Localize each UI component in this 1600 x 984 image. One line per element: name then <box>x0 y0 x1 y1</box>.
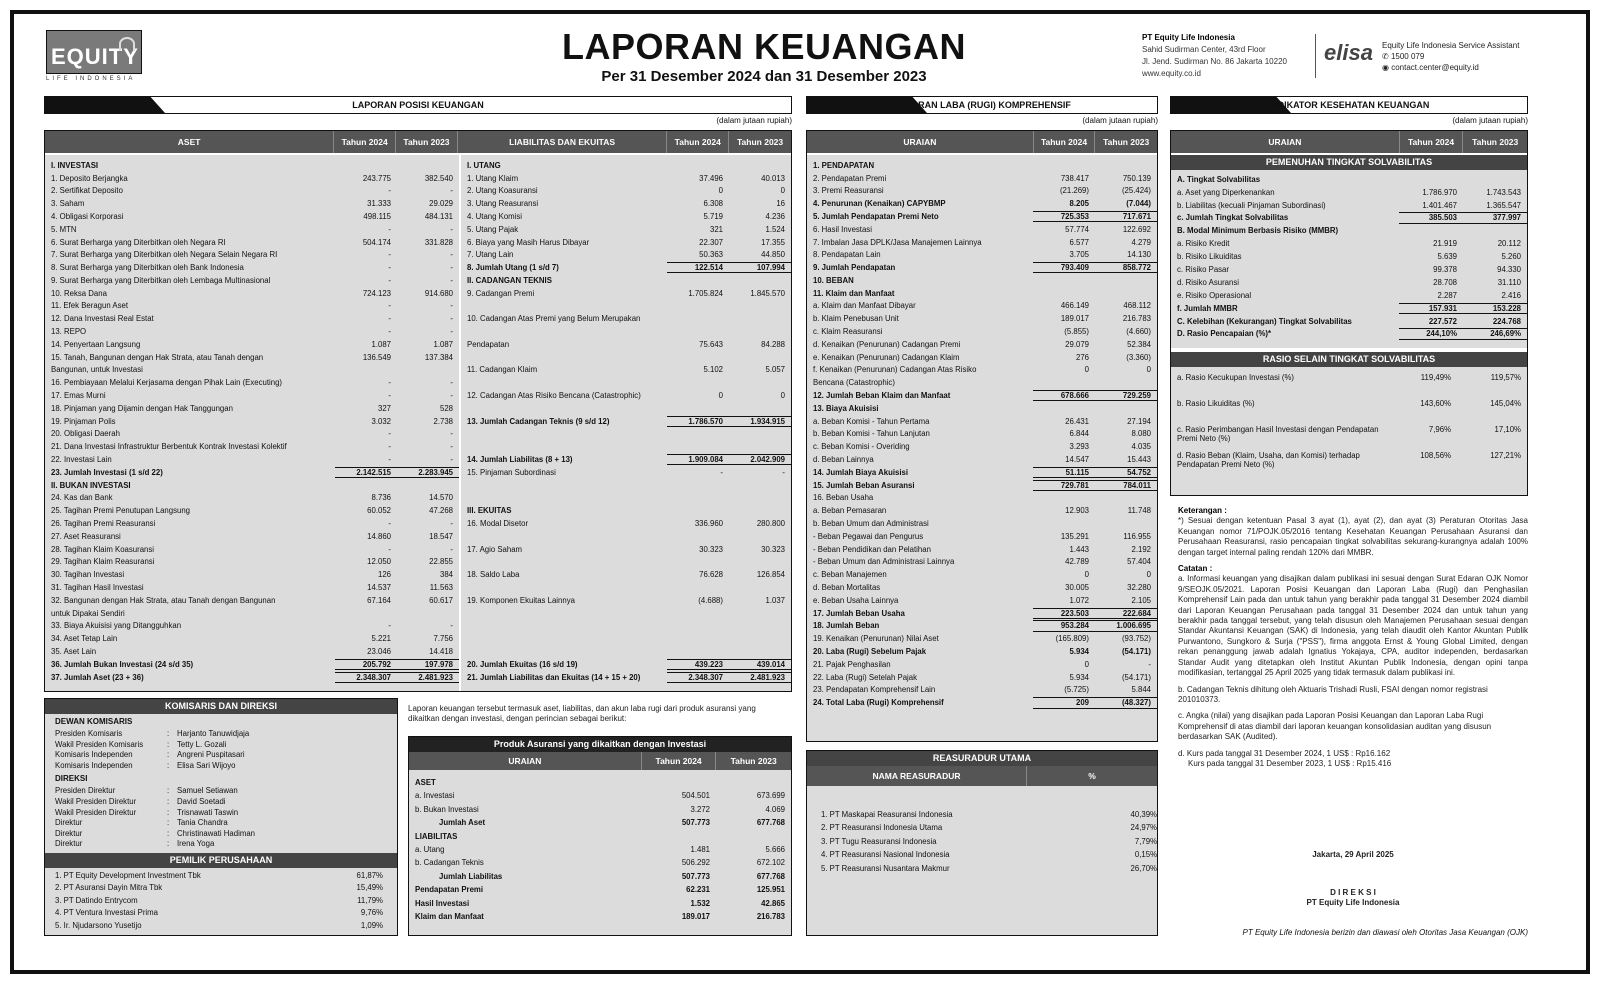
table-row: 31. Tagihan Hasil Investasi 14.537 11.563 <box>51 583 453 593</box>
person-row: Presiden Komisaris : Harjanto Tanuwidjaja <box>55 729 250 738</box>
table-row <box>461 581 791 594</box>
commissioners-heading: DEWAN KOMISARIS <box>55 717 133 726</box>
table-row: 13. REPO - - <box>51 327 453 337</box>
table-row: 10. Reksa Dana 724.123 914.680 <box>51 288 453 298</box>
table-row: b. Bukan Investasi 3.272 4.069 <box>415 804 785 814</box>
table-row: c. Beban Manajemen 0 0 <box>813 570 1151 580</box>
table-row: 33. Biaya Akuisisi yang Ditangguhkan - - <box>51 621 453 631</box>
table-row: II. CADANGAN TEKNIS <box>467 275 552 285</box>
table-row: 25. Tagihan Premi Penutupan Langsung 60.052 47.268 <box>51 506 453 516</box>
reinsurer-row: 1. PT Maskapai Reasuransi Indonesia 40,39% <box>821 810 1157 819</box>
table-row <box>461 645 791 658</box>
phone-icon: ✆ <box>1382 52 1389 61</box>
table-row: 15. Jumlah Beban Asuransi 729.781 784.011 <box>807 479 1157 492</box>
table-row: 19. Komponen Ekuitas Lainnya (4.688) 1.037 <box>467 595 785 605</box>
owner-row: 3. PT Datindo Entrycom 11,79% <box>55 895 383 905</box>
table-row: 1. PENDAPATAN <box>813 160 875 170</box>
table-row: untuk Dipakai Sendiri <box>51 608 125 618</box>
footer-note: PT Equity Life Indonesia berizin dan diawasi oleh Otoritas Jasa Keuangan (OJK) <box>1242 928 1528 937</box>
owner-row: 1. PT Equity Development Investment Tbk 61,87% <box>55 870 383 880</box>
income-statement-table: URAIAN Tahun 2024 Tahun 2023 1. PENDAPATAN 2. Pendapatan Premi 738.417 750.139 3. Premi Reasuransi (21.269) (25.424) 4. Penurunan (Kenaikan) CAPYBMP 8.205 (7.044) 5. Jumlah Pendapatan Premi Neto 725.353 717.671 6. Hasil Investasi 57.774 122.692 7. Imbalan Jasa DPLK/Jasa Manajemen Lainnya 6.577 4.279 8. Pendapatan Lain 3.705 14.130 9. Jumlah Pendapatan 793.409 858.772 10. BEBAN 11. Klaim dan Manfaat a. Klaim dan Manfaat Dibayar 466.149 468.112 b. Klaim Penebusan Unit 189.017 216.783 c. Klaim Reasuransi (5.855) (4.660) d. Kenaikan (Penurunan) Cadangan Premi 29.079 52.384 e. Kenaikan (Penurunan) Cadangan Klaim 276 (3.360) f. Kenaikan (Penurunan) Cadangan Atas Risiko 0 0 Bencana (Catastrophic) 12. Jumlah Beban Klaim dan Manfaat 678.666 729.259 13. Biaya Akuisisi a. Beban Komisi - Tahun Pertama 26.431 27.194 b. Beban Komisi - Tahun Lanjutan 6.844 8.080 c. Beban Komisi - Overiding 3.293 4.035 d. Beban Lainnya 14.547 15.443 14. Jumlah Biaya Akuisisi 51.115 54.752 15. Jumlah Beban Asuransi 729.781 784.011 16. Beban Usaha a. Beban Pemasaran 12.903 11.748 b. Beban Umum dan Administrasi - Beban Pegawai dan Pengurus 135.291 116.955 - Beban Pendidikan dan Pelatihan 1.443 2.192 - Beban Umum dan Administrasi Lainnya 42.789 57.404 c. Beban Manajemen 0 0 d. Beban Mortalitas 30.005 32.280 e. Beban Usaha Lainnya 1.072 2.105 17. Jumlah Beban Usaha 223.503 222.684 18. Jumlah Beban 953.284 1.006.695 19. Kenaikan (Penurunan) Nilai Aset (165.809) (93.752) 20. Laba (Rugi) Sebelum Pajak 5.934 (54.171) 21. Pajak Penghasilan 0 - 22. Laba (Rugi) Setelah Pajak 5.934 (54.171) 23. Pendapatan Komprehensif Lain (5.725) 5.844 24. Total Laba (Rugi) Komprehensif 209 (48.327) <box>806 130 1158 742</box>
reinsurer-row: 2. PT Reasuransi Indonesia Utama 24,97% <box>821 823 1157 833</box>
section-indikator: INDIKATOR KESEHATAN KEUANGAN <box>1170 96 1528 114</box>
table-row: e. Risiko Operasional 2.287 2.416 <box>1177 290 1521 300</box>
table-row: 1. Utang Klaim 37.496 40.013 <box>467 173 785 183</box>
table-row: 3. Utang Reasuransi 6.308 16 <box>467 199 785 209</box>
table-row: 14. Jumlah Liabilitas (8 + 13) 1.909.084 2.042.909 <box>461 453 791 466</box>
person-row: Komisaris Independen : Elisa Sari Wijoyo <box>55 760 236 770</box>
table-row: 13. Biaya Akuisisi <box>813 403 879 413</box>
table-row: 8. Pendapatan Lain 3.705 14.130 <box>813 250 1151 260</box>
table-row: 24. Kas dan Bank 8.736 14.570 <box>51 493 453 503</box>
health-indicator-table: URAIAN Tahun 2024 Tahun 2023 PEMENUHAN TINGKAT SOLVABILITAS A. Tingkat Solvabilitas a. Aset yang Diperkenankan 1.786.970 1.743.543 b. Liabilitas (kecuali Pinjaman Subordinasi) 1.401.467 1.365.547 c. Jumlah Tingkat Solvabilitas 385.503 377.997 B. Modal Minimum Berbasis Risiko (MMBR) a. Risiko Kredit 21.919 20.112 b. Risiko Likuiditas 5.639 5.260 c. Risiko Pasar 99.378 94.330 d. Risiko Asuransi 28.708 31.110 e. Risiko Operasional 2.287 2.416 f. Jumlah MMBR 157.931 153.228 C. Kelebihan (Kekurangan) Tingkat Solvabilitas 227.572 224.768 D. Rasio Pencapaian (%)* 244,10% 246,69% RASIO SELAIN TINGKAT SOLVABILITAS a. Rasio Kecukupan Investasi (%) 119,49% 119,57% b. Rasio Likuiditas (%) 143,60% 145,04% c. Rasio Perimbangan Hasil Investasi dengan Pendapatan Premi Neto (%) 7,96% 17,10% d. Rasio Beban (Klaim, Usaha, dan Komisi) terhadap Pendapatan Premi Neto (%) 108,56% 127,21% <box>1170 130 1528 496</box>
table-row: 12. Cadangan Atas Risiko Bencana (Catastrophic) 0 0 <box>467 391 785 401</box>
ratio-bar: RASIO SELAIN TINGKAT SOLVABILITAS <box>1171 352 1527 367</box>
table-row <box>461 607 791 620</box>
table-row: 9. Cadangan Premi 1.705.824 1.845.570 <box>467 288 785 298</box>
table-row: d. Beban Lainnya 14.547 15.443 <box>813 455 1151 465</box>
table-row: 2. Sertifikat Deposito - - <box>51 186 453 196</box>
table-row: Jumlah Aset 507.773 677.768 <box>439 818 785 828</box>
table-row: 21. Jumlah Liabilitas dan Ekuitas (14 + 15 + 20) 2.348.307 2.481.923 <box>461 671 791 684</box>
liability-column <box>461 155 791 691</box>
table-row: c. Klaim Reasuransi (5.855) (4.660) <box>813 327 1151 337</box>
table-row <box>461 428 791 441</box>
reinsurer-title: REASURADUR UTAMA <box>807 751 1157 766</box>
table-row: 4. Obligasi Korporasi 498.115 484.131 <box>51 211 453 221</box>
income-column <box>807 155 1157 741</box>
table-row: C. Kelebihan (Kekurangan) Tingkat Solvabilitas 227.572 224.768 <box>1177 316 1521 326</box>
table-row: Klaim dan Manfaat 189.017 216.783 <box>415 911 785 921</box>
table-row <box>461 556 791 569</box>
person-row: Direktur : Tania Chandra <box>55 818 228 828</box>
table-row: 32. Bangunan dengan Hak Strata, atau Tanah dengan Bangunan 67.164 60.617 <box>51 595 453 605</box>
board-box <box>44 698 398 936</box>
table-row: 26. Tagihan Premi Reasuransi - - <box>51 519 453 529</box>
table-row: 16. Beban Usaha <box>813 493 874 503</box>
ratio-rows <box>1171 367 1527 496</box>
table-row: Hasil Investasi 1.532 42.865 <box>415 898 785 908</box>
table-row: 12. Jumlah Beban Klaim dan Manfaat 678.666 729.259 <box>807 389 1157 402</box>
owners-title: PEMILIK PERUSAHAAN <box>45 853 397 868</box>
board-title: KOMISARIS DAN DIREKSI <box>45 699 397 714</box>
table-row: 17. Emas Murni - - <box>51 391 453 401</box>
table-row: 16. Pembiayaan Melalui Kerjasama dengan Pihak Lain (Executing) - - <box>51 378 453 388</box>
unit-note: (dalam jutaan rupiah) <box>716 116 792 125</box>
table-row: - Beban Pegawai dan Pengurus 135.291 116.955 <box>813 531 1151 541</box>
reinsurer-table: REASURADUR UTAMA NAMA REASURADUR % 1. PT Maskapai Reasuransi Indonesia 40,39% 2. PT Reasuransi Indonesia Utama 24,97% 3. PT Tugu Reasuransi Indonesia 7,79% 4. PT Reasuransi Nasional Indonesia 0,15% 5. PT Reasuransi Nusantara Makmur 26,70% <box>806 750 1158 936</box>
owner-row: 4. PT Ventura Investasi Prima 9,76% <box>55 908 383 918</box>
table-row: 35. Aset Lain 23.046 14.418 <box>51 647 453 656</box>
reinsurer-row: 4. PT Reasuransi Nasional Indonesia 0,15% <box>821 850 1157 860</box>
table-row: 30. Tagihan Investasi 126 384 <box>51 570 453 580</box>
table-row: a. Beban Pemasaran 12.903 11.748 <box>813 506 1151 516</box>
table-row: - Beban Pendidikan dan Pelatihan 1.443 2.192 <box>813 544 1151 554</box>
table-row: 4. Penurunan (Kenaikan) CAPYBMP 8.205 (7.044) <box>813 199 1151 209</box>
table-row <box>461 479 791 492</box>
table-row: 3. Saham 31.333 29.029 <box>51 199 453 209</box>
table-row: 28. Tagihan Klaim Koasuransi - - <box>51 544 453 554</box>
table-row: a. Aset yang Diperkenankan 1.786.970 1.743.543 <box>1177 187 1521 197</box>
table-row: 5. Jumlah Pendapatan Premi Neto 725.353 717.671 <box>807 210 1157 223</box>
table-row: 20. Jumlah Ekuitas (16 s/d 19) 439.223 439.014 <box>461 658 791 671</box>
table-row: Bangunan, untuk Investasi <box>51 365 143 375</box>
table-row: 2. Pendapatan Premi 738.417 750.139 <box>813 173 1151 183</box>
table-row: 1. Deposito Berjangka 243.775 382.540 <box>51 173 453 183</box>
table-row <box>461 632 791 645</box>
table-row: D. Rasio Pencapaian (%)* 244,10% 246,69% <box>1171 328 1527 341</box>
signature-title: D I R E K S I PT Equity Life Indonesia <box>1306 888 1400 908</box>
table-row: 17. Agio Saham 30.323 30.323 <box>467 544 785 554</box>
table-row <box>461 530 791 543</box>
table-row: B. Modal Minimum Berbasis Risiko (MMBR) <box>1177 226 1339 236</box>
ratio-row: c. Rasio Perimbangan Hasil Investasi dengan Pendapatan Premi Neto (%) 7,96% 17,10% <box>1177 425 1521 444</box>
flower-icon <box>119 37 135 51</box>
table-row: 6. Biaya yang Masih Harus Dibayar 22.307 17.355 <box>467 237 785 247</box>
elisa-logo: elisa <box>1324 40 1373 65</box>
table-row <box>461 325 791 338</box>
report-title <box>474 28 1054 86</box>
divider <box>1315 34 1316 78</box>
table-row: 9. Surat Berharga yang Diterbitkan oleh Lembaga Multinasional - - <box>51 275 453 285</box>
table-row: c. Jumlah Tingkat Solvabilitas 385.503 377.997 <box>1171 212 1527 225</box>
table-row: 27. Aset Reasuransi 14.860 18.547 <box>51 531 453 541</box>
person-row: Wakil Presiden Komisaris : Tetty L. Gozali <box>55 739 227 749</box>
table-row: c. Beban Komisi - Overiding 3.293 4.035 <box>813 442 1151 452</box>
table-row: 37. Jumlah Aset (23 + 36) 2.348.307 2.481.923 <box>45 671 459 684</box>
reinsurer-row: 5. PT Reasuransi Nusantara Makmur 26,70% <box>821 863 1157 873</box>
table-row: b. Klaim Penebusan Unit 189.017 216.783 <box>813 314 1151 324</box>
table-row: a. Klaim dan Manfaat Dibayar 466.149 468.112 <box>813 301 1151 311</box>
table-row: 14. Penyertaan Langsung 1.087 1.087 <box>51 339 453 349</box>
table-row: e. Beban Usaha Lainnya 1.072 2.105 <box>813 595 1151 605</box>
table-row: 10. BEBAN <box>813 275 854 285</box>
notes: Keterangan : *) Sesuai dengan ketentuan Pasal 3 ayat (1), ayat (2), dan ayat (3) Peraturan Otoritas Jasa Keuangan nomor 71/POJK.05/2016 tentang Kesehatan Keuangan Perusahaan Asuransi dan Perusahaan Reasuransi, rasio pencapaian tingkat solvabilitas sekurang-kurangnya adalah 100% dengan target internal paling rendah 120% dari MMBR. Catatan : a. Informasi keuangan yang disajikan dalam publikasi ini sesuai dengan Surat Edaran OJK Nomor 9/SEOJK.05/2021. Laporan Posisi Keuangan dan Laporan Laba (Rugi) dan Penghasilan Komprehensif Lain pada dan untuk tahun yang berakhir pada tanggal 31 Desember 2024 diambil dari Laporan Keuangan Perusahaan pada tanggal 31 Desember 2024 dan untuk tahun yang berakhir pada tanggal tersebut, yang telah disusun oleh Manajemen Perusahaan sesuai dengan Standar Akuntansi Keuangan (SAK) di Indonesia, yang telah diaudit oleh Kantor Akuntan Publik Purwantono, Sungkoro & Surja ("PSS"), firma anggota Ernst & Young Global Limited, dengan rekan penanggung jawab adalah Ignatius Yokajaya, CPA, auditor independen, berdasarkan Standar Audit yang ditetapkan oleh Institut Akuntan Publik Indonesia, dengan opini tanpa modifikasian, tertanggal 25 April 2025 yang tidak termasuk dalam publikasi ini. b. Cadangan Teknis dihitung oleh Aktuaris Trishadi Rusli, FSAI dengan nomor registrasi 201010373. c. Angka (nilai) yang disajikan pada Laporan Posisi Keuangan dan Laporan Laba Rugi Komprehensif di atas diambil dari laporan keuangan konsolidasian auditan yang disusun berdasarkan SAK (Audited). d. Kurs pada tanggal 31 Desember 2024, 1 US$ : Rp16.162 Kurs pada tanggal 31 Desember 2023, 1 US$ : Rp15.416 <box>1178 506 1528 768</box>
unit-note: (dalam jutaan rupiah) <box>1452 116 1528 125</box>
table-row: III. EKUITAS <box>467 506 512 516</box>
table-row: a. Utang 1.481 5.666 <box>415 844 785 854</box>
ratio-row: d. Rasio Beban (Klaim, Usaha, dan Komisi) terhadap Pendapatan Premi Neto (%) 108,56% 127,21% <box>1177 451 1521 470</box>
table-row <box>461 492 791 505</box>
table-row: 18. Pinjaman yang Dijamin dengan Hak Tanggungan 327 528 <box>51 403 453 413</box>
table-row: 17. Jumlah Beban Usaha 223.503 222.684 <box>807 607 1157 620</box>
table-row: f. Kenaikan (Penurunan) Cadangan Atas Risiko 0 0 <box>813 365 1151 375</box>
table-row: 8. Jumlah Utang (1 s/d 7) 122.514 107.994 <box>461 261 791 274</box>
table-row: 20. Obligasi Daerah - - <box>51 429 453 439</box>
table-row: 6. Surat Berharga yang Diterbitkan oleh Negara RI 504.174 331.828 <box>51 237 453 247</box>
table-row: 5. Utang Pajak 321 1.524 <box>467 224 785 234</box>
reinsurer-row: 3. PT Tugu Reasuransi Indonesia 7,79% <box>821 836 1157 846</box>
table-row: A. Tingkat Solvabilitas <box>1177 174 1261 184</box>
person-row: Wakil Presiden Direktur : Trisnawati Taswin <box>55 807 239 817</box>
table-row: a. Investasi 504.501 673.699 <box>415 791 785 801</box>
table-row: 7. Surat Berharga yang Diterbitkan oleh Negara Selain Negara RI - - <box>51 250 453 260</box>
table-row: I. INVESTASI <box>51 160 99 170</box>
section-posisi: LAPORAN POSISI KEUANGAN <box>44 96 792 114</box>
table-row: Pendapatan Premi 62.231 125.951 <box>415 885 785 895</box>
owner-row: 2. PT Asuransi Dayin Mitra Tbk 15,49% <box>55 883 383 893</box>
table-row: 21. Dana Investasi Infrastruktur Berbentuk Kontrak Investasi Kolektif - - <box>51 442 453 452</box>
table-row <box>461 300 791 313</box>
table-row: 34. Aset Tetap Lain 5.221 7.756 <box>51 634 453 644</box>
table-row: 6. Hasil Investasi 57.774 122.692 <box>813 224 1151 234</box>
table-row: b. Risiko Likuiditas 5.639 5.260 <box>1177 252 1521 262</box>
page <box>10 10 1590 974</box>
table-row: 7. Imbalan Jasa DPLK/Jasa Manajemen Lainnya 6.577 4.279 <box>813 237 1151 247</box>
balance-sheet-table: ASET Tahun 2024 Tahun 2023 LIABILITAS DAN EKUITAS Tahun 2024 Tahun 2023 I. INVESTASI 1. Deposito Berjangka 243.775 382.540 2. Sertifikat Deposito - - 3. Saham 31.333 29.029 4. Obligasi Korporasi 498.115 484.131 5. MTN - - 6. Surat Berharga yang Diterbitkan oleh Negara RI 504.174 331.828 7. Surat Berharga yang Diterbitkan oleh Negara Selain Negara RI - - 8. Surat Berharga yang Diterbitkan oleh Bank Indonesia - - 9. Surat Berharga yang Diterbitkan oleh Lembaga Multinasional - - 10. Reksa Dana 724.123 914.680 11. Efek Beragun Aset - - 12. Dana Investasi Real Estat - - 13. REPO - - 14. Penyertaan Langsung 1.087 1.087 15. Tanah, Bangunan dengan Hak Strata, atau Tanah dengan 136.549 137.384 Bangunan, untuk Investasi 16. Pembiayaan Melalui Kerjasama dengan Pihak Lain (Executing) - - 17. Emas Murni - - 18. Pinjaman yang Dijamin dengan Hak Tanggungan 327 528 19. Pinjaman Polis 3.032 2.738 20. Obligasi Daerah - - 21. Dana Investasi Infrastruktur Berbentuk Kontrak Investasi Kolektif - - 22. Investasi Lain - - 23. Jumlah Investasi (1 s/d 22) 2.142.515 2.283.945 II. BUKAN INVESTASI 24. Kas dan Bank 8.736 14.570 25. Tagihan Premi Penutupan Langsung 60.052 47.268 26. Tagihan Premi Reasuransi - - 27. Aset Reasuransi 14.860 18.547 28. Tagihan Klaim Koasuransi - - 29. Tagihan Klaim Reasuransi 12.050 22.855 30. Tagihan Investasi 126 384 31. Tagihan Hasil Investasi 14.537 11.563 32. Bangunan dengan Hak Strata, atau Tanah dengan Bangunan 67.164 60.617 untuk Dipakai Sendiri 33. Biaya Akuisisi yang Ditangguhkan - - 34. Aset Tetap Lain 5.221 7.756 35. Aset Lain 23.046 14.418 36. Jumlah Bukan Investasi (24 s/d 35) 205.792 197.978 37. Jumlah Aset (23 + 36) 2.348.307 2.481.923 I. UTANG 1. Utang Klaim 37.496 40.013 2. Utang Koasuransi 0 0 3. Utang Reasuransi 6.308 16 4. Utang Komisi 5.719 4.236 5. Utang Pajak 321 1.524 6. Biaya yang Masih Harus Dibayar 22.307 17.355 7. Utang Lain 50.363 44.850 8. Jumlah Utang (1 s/d 7) 122.514 107.994 II. CADANGAN TEKNIS 9. Cadangan Premi 1.705.824 1.845.570 10. Cadangan Atas Premi yang Belum Merupakan Pendapatan 75.643 84.288 11. Cadangan Klaim 5.102 5.057 12. Cadangan Atas Risiko Bencana (Catastrophic) 0 0 13. Jumlah Cadangan Teknis (9 s/d 12) 1.786.570 1.934.915 14. Jumlah Liabilitas (8 + 13) 1.909.084 2.042.909 15. Pinjaman Subordinasi - - III. EKUITAS 16. Modal Disetor 336.960 280.800 17. Agio Saham 30.323 30.323 18. Saldo Laba 76.628 126.854 19. Komponen Ekuitas Lainnya (4.688) 1.037 20. Jumlah Ekuitas (16 s/d 19) 439.223 439.014 21. Jumlah Liabilitas dan Ekuitas (14 + 15 + 20) 2.348.307 2.481.923 <box>44 130 792 692</box>
table-row: Pendapatan 75.643 84.288 <box>467 339 785 349</box>
table-row: I. UTANG <box>467 160 501 170</box>
table-row: - Beban Umum dan Administrasi Lainnya 42.789 57.404 <box>813 557 1151 567</box>
table-row: f. Jumlah MMBR 157.931 153.228 <box>1171 302 1527 315</box>
section-laba: LAPORAN LABA (RUGI) KOMPREHENSIF <box>806 96 1158 114</box>
table-row: 5. MTN - - <box>51 224 453 234</box>
table-row: 24. Total Laba (Rugi) Komprehensif 209 (48.327) <box>807 696 1157 709</box>
table-row: b. Beban Umum dan Administrasi <box>813 519 929 529</box>
unit-note: (dalam jutaan rupiah) <box>1082 116 1158 125</box>
table-row: 19. Pinjaman Polis 3.032 2.738 <box>51 416 453 426</box>
table-row: 15. Pinjaman Subordinasi - - <box>467 467 785 477</box>
page-title: LAPORAN KEUANGAN <box>562 26 966 67</box>
table-row: 19. Kenaikan (Penurunan) Nilai Aset (165.809) (93.752) <box>813 634 1151 644</box>
table-row: 3. Premi Reasuransi (21.269) (25.424) <box>813 186 1151 196</box>
table-row: d. Beban Mortalitas 30.005 32.280 <box>813 583 1151 593</box>
service-assistant: Equity Life Indonesia Service Assistant ✆ 1500 079 ◉ contact.center@equity.id <box>1382 41 1520 72</box>
table-row: Bencana (Catastrophic) <box>813 378 895 388</box>
table-row: 8. Surat Berharga yang Diterbitkan oleh Bank Indonesia - - <box>51 263 453 273</box>
person-row: Direktur : Christinawati Hadiman <box>55 828 255 838</box>
person-row: Wakil Presiden Direktur : David Soetadi <box>55 796 226 806</box>
table-row: 2. Utang Koasuransi 0 0 <box>467 186 785 196</box>
page-subtitle: Per 31 Desember 2024 dan 31 Desember 2023 <box>601 68 927 85</box>
unit-link-table: Produk Asuransi yang dikaitkan dengan Investasi URAIAN Tahun 2024 Tahun 2023 ASET a. Investasi 504.501 673.699 b. Bukan Investasi 3.272 4.069 Jumlah Aset 507.773 677.768 LIABILITAS a. Utang 1.481 5.666 b. Cadangan Teknis 506.292 672.102 Jumlah Liabilitas 507.773 677.768 Pendapatan Premi 62.231 125.951 Hasil Investasi 1.532 42.865 Klaim dan Manfaat 189.017 216.783 <box>408 736 792 936</box>
table-row: 20. Laba (Rugi) Sebelum Pajak 5.934 (54.171) <box>813 647 1151 656</box>
table-row: 13. Jumlah Cadangan Teknis (9 s/d 12) 1.786.570 1.934.915 <box>461 415 791 428</box>
table-row <box>461 377 791 390</box>
unit-link-intro: Laporan keuangan tersebut termasuk aset, liabilitas, dan akun laba rugi dari produk asuransi yang dikaitkan dengan investasi, dengan perincian sebagai berikut: <box>408 704 756 724</box>
table-row: 22. Investasi Lain - - <box>51 455 453 465</box>
table-row: 36. Jumlah Bukan Investasi (24 s/d 35) 205.792 197.978 <box>45 658 459 671</box>
table-row: 23. Jumlah Investasi (1 s/d 22) 2.142.515 2.283.945 <box>45 466 459 479</box>
table-row: 11. Cadangan Klaim 5.102 5.057 <box>467 365 785 375</box>
table-row: 12. Dana Investasi Real Estat - - <box>51 314 453 324</box>
table-row: 29. Tagihan Klaim Reasuransi 12.050 22.855 <box>51 557 453 567</box>
signature-date: Jakarta, 29 April 2025 <box>1312 850 1394 859</box>
table-row: e. Kenaikan (Penurunan) Cadangan Klaim 276 (3.360) <box>813 352 1151 362</box>
table-row: Jumlah Liabilitas 507.773 677.768 <box>439 871 785 881</box>
table-row: c. Risiko Pasar 99.378 94.330 <box>1177 265 1521 274</box>
table-row <box>461 441 791 454</box>
company-info: PT Equity Life Indonesia Sahid Sudirman Center, 43rd Floor Jl. Jend. Sudirman No. 86 Jakarta 10220 www.equity.co.id <box>1142 33 1287 78</box>
directors-heading: DIREKSI <box>55 774 88 784</box>
ratio-row: b. Rasio Likuiditas (%) 143,60% 145,04% <box>1177 399 1521 408</box>
table-row: 18. Jumlah Beban 953.284 1.006.695 <box>807 620 1157 633</box>
company-logo: EQUITY LIFE INDONESIA <box>46 30 142 82</box>
table-row <box>461 402 791 415</box>
table-row: b. Cadangan Teknis 506.292 672.102 <box>415 858 785 868</box>
person-row: Komisaris Independen : Angreni Puspitasari <box>55 750 245 760</box>
table-row: 21. Pajak Penghasilan 0 - <box>813 659 1151 669</box>
table-row: 4. Utang Komisi 5.719 4.236 <box>467 211 785 221</box>
table-row: b. Liabilitas (kecuali Pinjaman Subordinasi) 1.401.467 1.365.547 <box>1177 200 1521 210</box>
header <box>14 14 1586 96</box>
table-row: d. Kenaikan (Penurunan) Cadangan Premi 29.079 52.384 <box>813 339 1151 349</box>
table-row: ASET <box>415 778 436 788</box>
table-row: II. BUKAN INVESTASI <box>51 480 131 490</box>
solvency-bar: PEMENUHAN TINGKAT SOLVABILITAS <box>1171 155 1527 170</box>
unit-link-title: Produk Asuransi yang dikaitkan dengan Investasi <box>409 737 791 752</box>
ratio-row: a. Rasio Kecukupan Investasi (%) 119,49% 119,57% <box>1177 373 1521 382</box>
table-row: 14. Jumlah Biaya Akuisisi 51.115 54.752 <box>807 466 1157 479</box>
asset-column <box>45 155 459 691</box>
email-icon: ◉ <box>1382 63 1389 72</box>
table-row: 23. Pendapatan Komprehensif Lain (5.725) 5.844 <box>813 685 1151 695</box>
table-row: 10. Cadangan Atas Premi yang Belum Merupakan <box>467 314 641 324</box>
person-row: Presiden Direktur : Samuel Setiawan <box>55 786 238 796</box>
owner-row: 5. Ir. Njudarsono Yusetijo 1,09% <box>55 920 383 930</box>
table-row: LIABILITAS <box>415 831 458 841</box>
solvency-rows <box>1171 170 1527 348</box>
table-row: 22. Laba (Rugi) Setelah Pajak 5.934 (54.171) <box>813 672 1151 682</box>
table-row: a. Risiko Kredit 21.919 20.112 <box>1177 239 1521 249</box>
table-row: 7. Utang Lain 50.363 44.850 <box>467 250 785 260</box>
table-row: 11. Klaim dan Manfaat <box>813 288 895 298</box>
table-row: d. Risiko Asuransi 28.708 31.110 <box>1177 277 1521 287</box>
table-row <box>461 620 791 633</box>
table-row: 18. Saldo Laba 76.628 126.854 <box>467 570 785 580</box>
table-row: 15. Tanah, Bangunan dengan Hak Strata, atau Tanah dengan 136.549 137.384 <box>51 352 453 362</box>
table-row: b. Beban Komisi - Tahun Lanjutan 6.844 8.080 <box>813 429 1151 439</box>
table-row: a. Beban Komisi - Tahun Pertama 26.431 27.194 <box>813 416 1151 426</box>
table-row: 9. Jumlah Pendapatan 793.409 858.772 <box>807 261 1157 274</box>
person-row: Direktur : Irena Yoga <box>55 839 215 849</box>
table-row <box>461 351 791 364</box>
table-row: 16. Modal Disetor 336.960 280.800 <box>467 519 785 529</box>
table-row: 11. Efek Beragun Aset - - <box>51 301 453 311</box>
